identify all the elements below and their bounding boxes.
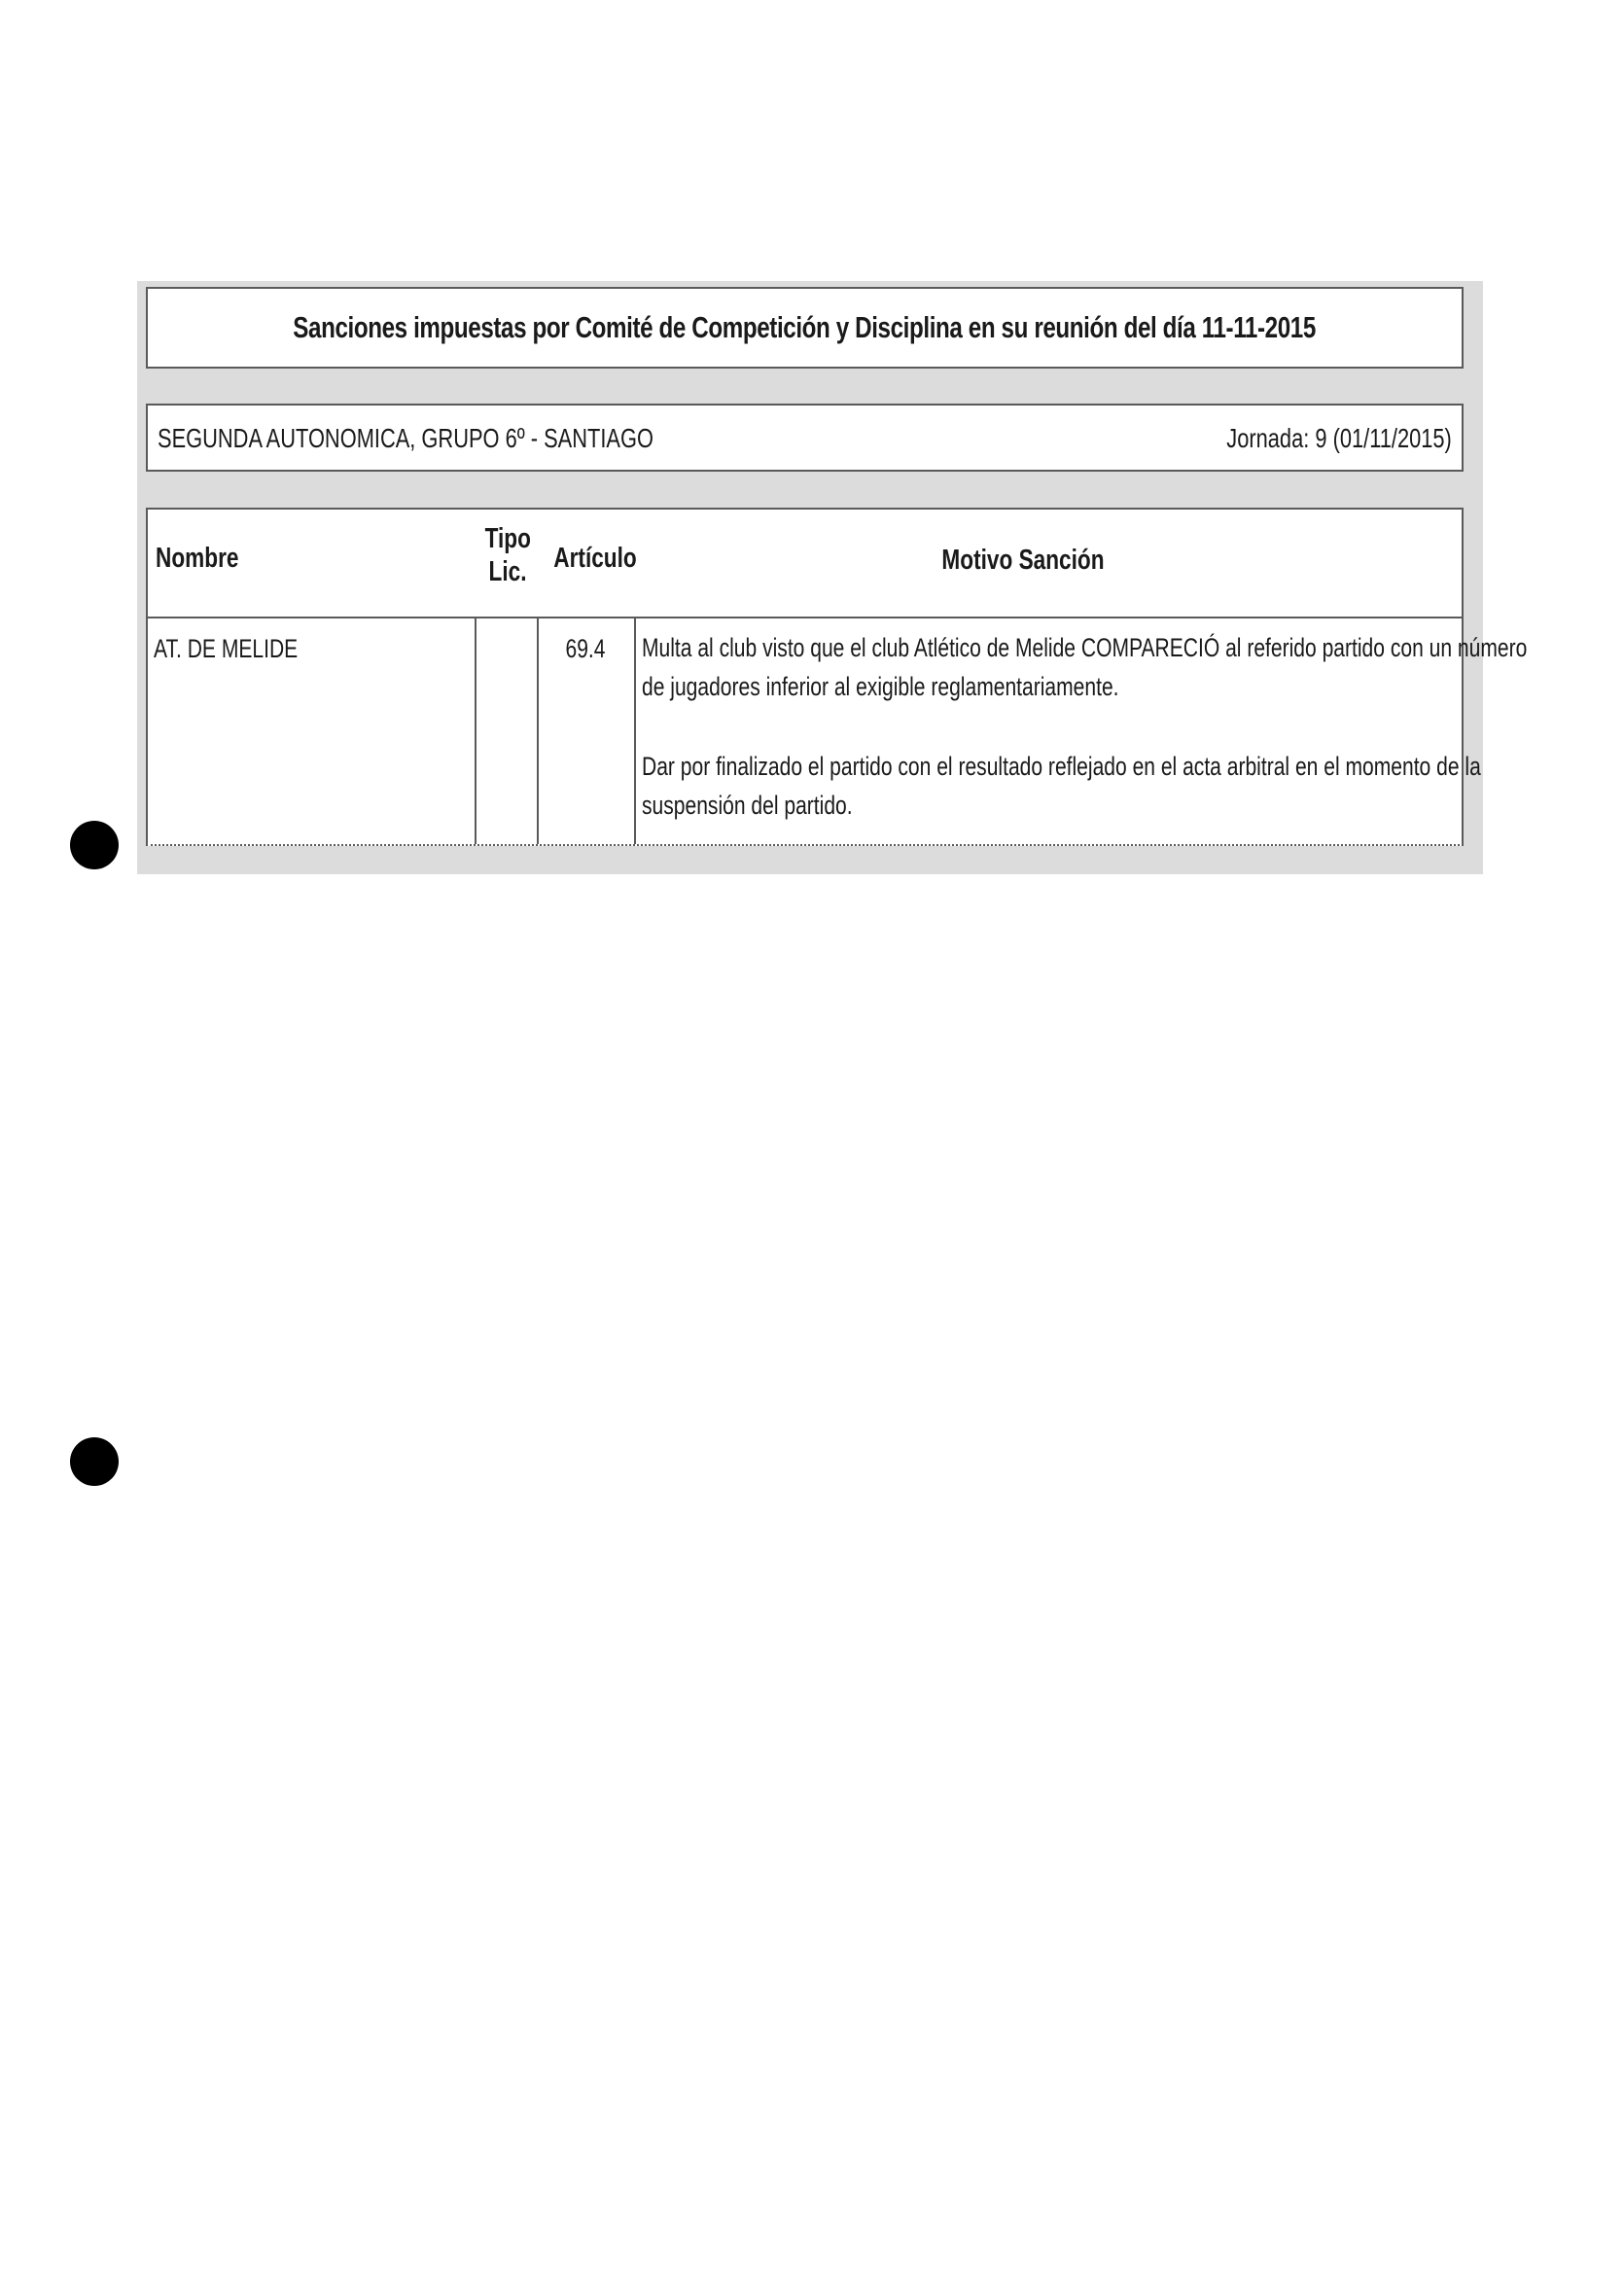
cell-motivo-paragraph-1: Multa al club visto que el club Atlético de Melide COMPARECIÓ al referido partido con un número de jugadores inferior al exigible reglamentariamente.	[642, 633, 1528, 701]
header-nombre: Nombre	[156, 543, 239, 574]
cell-motivo-paragraph-2: Dar por finalizado el partido con el resultado reflejado en el acta arbitral en el momento de la suspensión del partido.	[642, 752, 1481, 820]
header-motivo: Motivo Sanción	[941, 545, 1105, 576]
competition-name: SEGUNDA AUTONOMICA, GRUPO 6º - SANTIAGO	[158, 423, 653, 453]
document-title: Sanciones impuestas por Comité de Competición y Disciplina en su reunión del día 11-11-2015	[293, 310, 1317, 344]
column-divider	[537, 617, 539, 844]
punch-hole	[70, 1437, 119, 1486]
header-tipo-line1: Tipo	[484, 523, 531, 554]
punch-hole	[70, 821, 119, 869]
title-box	[146, 287, 1464, 369]
competition-box	[146, 404, 1464, 472]
cell-nombre: AT. DE MELIDE	[154, 634, 299, 663]
header-tipo-line2: Lic.	[488, 556, 527, 587]
header-articulo: Artículo	[553, 543, 637, 574]
column-divider	[475, 617, 477, 844]
cell-articulo: 69.4	[565, 634, 606, 663]
column-divider	[634, 617, 636, 844]
header-divider	[148, 617, 1462, 618]
jornada-label: Jornada: 9 (01/11/2015)	[1226, 423, 1452, 453]
sanctions-table	[146, 508, 1528, 846]
